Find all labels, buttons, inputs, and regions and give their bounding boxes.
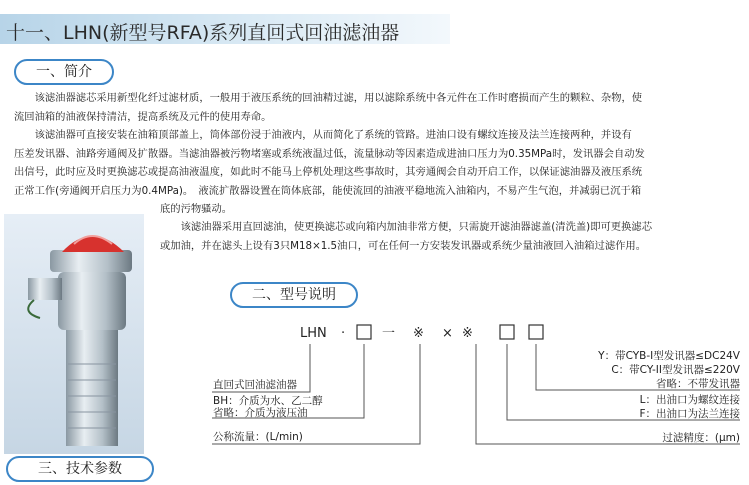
code-prefix: LHN	[300, 326, 327, 341]
section-tech-label: 三、技术参数	[38, 461, 122, 477]
note-medium-omit: 省略：介质为液压油	[213, 407, 308, 419]
code-times: ×	[442, 326, 453, 341]
note-signal-none: 省略：不带发讯器	[656, 378, 740, 390]
section-model-label: 二、型号说明	[252, 287, 336, 303]
intro-p1-line: 流回油箱的油液保持清洁，提高系统及元件的使用寿命。	[14, 110, 272, 123]
code-dot: ·	[341, 326, 346, 341]
intro-p2-line: 底的污物骚动。	[160, 203, 233, 215]
note-flow: 公称流量：(L/min)	[213, 431, 303, 443]
note-signal-y: Y：带CYB-I型发讯器≤DC24V	[598, 350, 740, 362]
intro-p2-line: 该滤油器可直接安装在油箱顶部盖上，筒体部份浸于油液内，从而简化了系统的管路。进油口设有螺纹连接及法兰连接两种，并设有	[14, 129, 632, 141]
intro-p3-line: 或加油，并在滤头上设有3只M18×1.5油口，可在任何一方安装发讯器或系统少量油液回入油箱过滤作用。	[160, 239, 647, 252]
intro-p2-line: 正常工作(旁通阀开启压力为0.4MPa)。 液流扩散器设置在筒体底部，能使流回的油液平稳地流入油箱内，不易产生气泡，并减弱已沉于箱	[14, 184, 642, 197]
note-outlet-f: F：出油口为法兰连接	[639, 408, 740, 420]
intro-p2-line: 出信号，此时应及时更换滤芯或提高油液温度，如此时不能马上停机处理这些事故时，其旁通阀会自动开启工作，以保证滤油器及液压系统	[14, 166, 643, 178]
code-box-outlet	[500, 325, 514, 339]
intro-p3-line: 该滤油器采用直回滤油，使更换滤芯或向箱内加油非常方便，只需旋开滤油器滤盖(清洗盖)即可更换滤芯	[160, 221, 652, 233]
note-medium-bh: BH：介质为水、乙二醇	[213, 395, 323, 407]
code-box-medium	[357, 325, 371, 339]
code-mark-flow: ※	[413, 326, 424, 341]
note-signal-c: C：带CY-II型发讯器≤220V	[611, 364, 740, 376]
section-intro-label: 一、简介	[36, 64, 92, 80]
note-type: 直回式回油滤油器	[213, 379, 297, 391]
code-box-signal	[529, 325, 543, 339]
section-tech-pill	[6, 456, 154, 482]
page-title: 十一、LHN(新型号RFA)系列直回式回油滤油器	[6, 22, 400, 44]
code-dash: 一	[382, 326, 396, 341]
intro-p2-line: 压差发讯器、油路旁通阀及扩散器。当滤油器被污物堵塞或系统液温过低，流量脉动等因素造成进油口压力为0.35MPa时，发讯器会自动发	[14, 147, 645, 160]
intro-p1-line: 该滤油器滤芯采用新型化纤过滤材质，一般用于液压系统的回油精过滤，用以滤除系统中各元件在工作时磨损而产生的颗粒、杂物，使	[14, 92, 643, 104]
code-mark-accuracy: ※	[462, 326, 473, 341]
note-accuracy: 过滤精度：(μm)	[662, 432, 740, 444]
note-outlet-l: L：出油口为螺纹连接	[639, 394, 740, 406]
